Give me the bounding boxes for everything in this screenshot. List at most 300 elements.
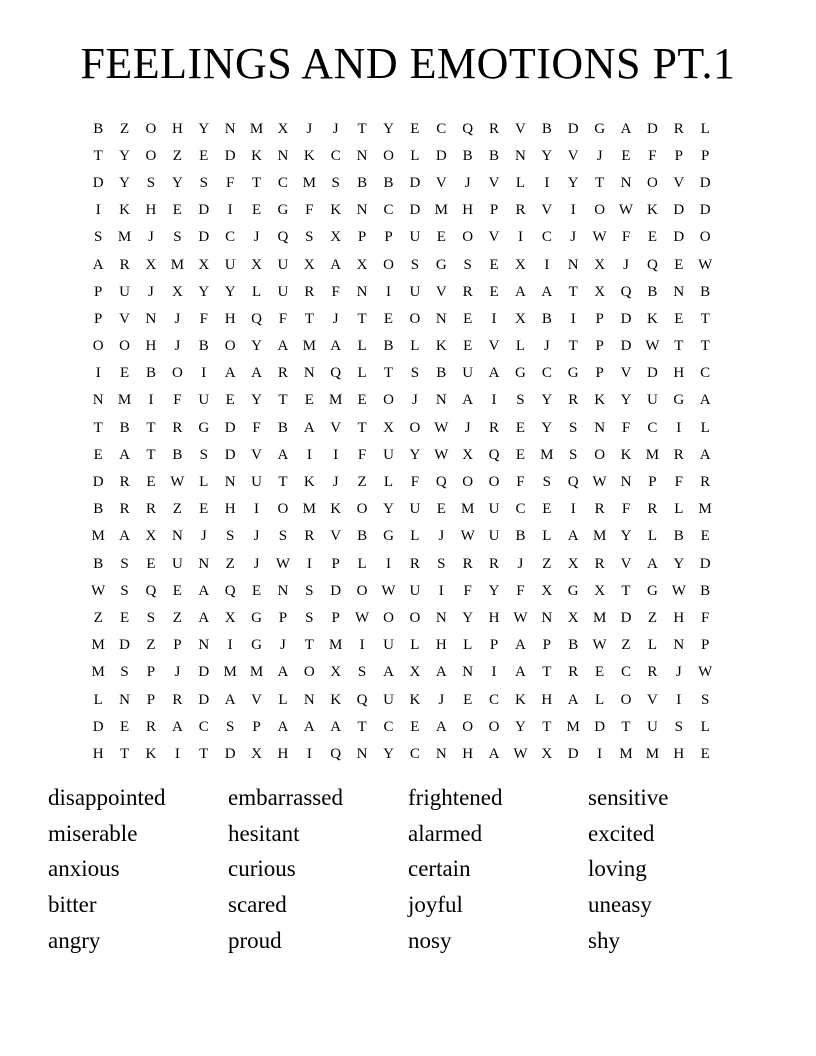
grid-letter: P: [278, 609, 288, 626]
grid-letter: I: [227, 637, 233, 654]
grid-letter: I: [544, 256, 550, 273]
grid-letter: K: [515, 691, 526, 708]
grid-letter: G: [673, 392, 685, 409]
grid-letter: L: [515, 338, 526, 355]
grid-letter: X: [330, 229, 342, 246]
grid-letter: M: [302, 338, 316, 355]
grid-letter: E: [489, 283, 499, 300]
grid-letter: Y: [541, 419, 553, 436]
grid-letter: U: [171, 555, 183, 572]
grid-letter: X: [277, 120, 289, 137]
grid-letter: T: [251, 174, 262, 191]
grid-letter: M: [249, 664, 264, 681]
grid-letter: Y: [383, 120, 394, 137]
grid-letter: Q: [356, 691, 368, 708]
grid-letter: T: [621, 718, 631, 735]
grid-letter: D: [646, 365, 658, 382]
grid-letter: J: [174, 664, 181, 681]
grid-letter: B: [172, 446, 183, 463]
grid-letter: C: [489, 691, 500, 708]
grid-letter: V: [488, 338, 500, 355]
grid-letter: Y: [383, 745, 394, 762]
grid-letter: E: [647, 229, 657, 246]
grid-letter: V: [488, 174, 500, 191]
grid-row: [85, 659, 718, 686]
grid-letter: I: [254, 501, 260, 518]
grid-letter: O: [409, 609, 421, 626]
grid-letter: P: [173, 637, 182, 654]
grid-letter: Y: [541, 392, 553, 409]
grid-letter: D: [594, 718, 606, 735]
grid-letter: Z: [225, 555, 235, 572]
grid-letter: O: [594, 202, 606, 219]
word-list-item: hesitant: [228, 820, 300, 846]
grid-letter: Y: [198, 283, 210, 300]
grid-letter: O: [277, 501, 289, 518]
grid-letter: U: [409, 283, 421, 300]
grid-letter: V: [119, 310, 130, 327]
grid-letter: I: [438, 582, 444, 599]
grid-letter: A: [620, 120, 632, 137]
grid-row: [85, 333, 718, 360]
grid-letter: I: [570, 202, 576, 219]
grid-letter: A: [435, 664, 447, 681]
word-list-item: scared: [228, 891, 287, 917]
grid-letter: Z: [357, 474, 367, 491]
grid-letter: R: [489, 555, 500, 572]
grid-letter: Y: [119, 147, 130, 164]
grid-letter: F: [516, 474, 525, 491]
grid-letter: K: [303, 147, 315, 164]
grid-letter: O: [488, 474, 500, 491]
grid-letter: H: [541, 691, 553, 708]
grid-letter: M: [91, 528, 105, 545]
grid-row: [85, 686, 718, 713]
grid-letter: V: [435, 174, 447, 191]
word-list-item: joyful: [408, 891, 463, 917]
grid-letter: A: [277, 664, 289, 681]
grid-letter: N: [620, 474, 632, 491]
grid-letter: L: [647, 528, 657, 545]
grid-letter: M: [302, 174, 316, 191]
grid-letter: D: [620, 338, 632, 355]
word-list-item: miserable: [48, 820, 138, 846]
grid-letter: F: [173, 392, 182, 409]
grid-letter: P: [331, 555, 340, 572]
letter-grid: [85, 115, 718, 768]
grid-letter: N: [356, 283, 368, 300]
grid-letter: M: [329, 637, 343, 654]
grid-letter: R: [673, 120, 684, 137]
grid-letter: K: [620, 446, 632, 463]
grid-letter: J: [332, 474, 339, 491]
grid-letter: T: [357, 310, 367, 327]
grid-letter: E: [172, 202, 182, 219]
grid-letter: F: [516, 582, 525, 599]
grid-letter: S: [701, 691, 710, 708]
grid-letter: Y: [383, 501, 394, 518]
grid-letter: A: [567, 528, 579, 545]
grid-letter: R: [145, 501, 156, 518]
grid-letter: H: [277, 745, 289, 762]
grid-letter: I: [570, 501, 576, 518]
grid-row: [85, 142, 718, 169]
grid-letter: M: [645, 446, 660, 463]
grid-letter: N: [515, 147, 526, 164]
grid-letter: P: [331, 609, 340, 626]
grid-letter: S: [120, 555, 129, 572]
word-list-item: loving: [588, 856, 647, 882]
grid-letter: I: [306, 446, 312, 463]
grid-letter: B: [93, 501, 104, 518]
grid-letter: S: [410, 365, 420, 382]
grid-letter: S: [225, 528, 235, 545]
grid-letter: S: [305, 229, 314, 246]
grid-letter: B: [462, 147, 473, 164]
grid-letter: O: [488, 718, 500, 735]
grid-letter: V: [673, 174, 685, 191]
grid-letter: B: [700, 283, 711, 300]
grid-letter: I: [544, 174, 550, 191]
grid-letter: T: [357, 419, 367, 436]
grid-letter: L: [410, 147, 420, 164]
grid-letter: V: [330, 419, 342, 436]
grid-letter: W: [513, 745, 528, 762]
grid-letter: X: [541, 582, 553, 599]
grid-letter: A: [488, 745, 500, 762]
grid-letter: J: [200, 528, 207, 545]
grid-letter: W: [513, 609, 528, 626]
grid-letter: F: [410, 474, 420, 491]
grid-letter: Q: [488, 446, 500, 463]
grid-letter: A: [198, 609, 210, 626]
grid-letter: A: [462, 392, 474, 409]
grid-letter: T: [278, 392, 288, 409]
grid-letter: W: [275, 555, 291, 572]
grid-letter: Y: [620, 528, 632, 545]
grid-row: [85, 414, 718, 441]
grid-letter: U: [119, 283, 130, 300]
grid-letter: X: [515, 256, 526, 273]
grid-letter: E: [700, 745, 710, 762]
grid-row: [85, 550, 718, 577]
grid-letter: E: [357, 392, 367, 409]
grid-letter: D: [198, 664, 210, 681]
grid-letter: Z: [93, 609, 103, 626]
grid-letter: H: [224, 310, 236, 327]
grid-letter: I: [385, 555, 391, 572]
grid-letter: L: [647, 637, 657, 654]
grid-letter: M: [91, 637, 105, 654]
grid-letter: S: [225, 718, 235, 735]
grid-letter: N: [277, 582, 289, 599]
grid-letter: N: [171, 528, 183, 545]
grid-letter: X: [198, 256, 210, 273]
grid-letter: U: [409, 229, 421, 246]
word-list-item: nosy: [408, 927, 452, 953]
grid-letter: O: [699, 229, 711, 246]
grid-letter: A: [541, 283, 553, 300]
grid-letter: D: [198, 691, 210, 708]
grid-letter: V: [435, 283, 447, 300]
grid-letter: D: [409, 174, 421, 191]
grid-letter: B: [119, 419, 130, 436]
grid-letter: A: [383, 664, 394, 681]
grid-letter: A: [567, 691, 579, 708]
grid-letter: A: [646, 555, 658, 572]
grid-letter: N: [673, 283, 685, 300]
grid-letter: N: [224, 120, 236, 137]
grid-letter: O: [356, 501, 368, 518]
grid-letter: O: [383, 392, 394, 409]
grid-letter: M: [645, 745, 660, 762]
grid-letter: I: [385, 283, 391, 300]
grid-letter: R: [172, 691, 183, 708]
grid-letter: G: [515, 365, 526, 382]
grid-letter: B: [383, 174, 394, 191]
grid-letter: A: [330, 338, 342, 355]
grid-letter: A: [277, 446, 289, 463]
grid-letter: N: [620, 174, 632, 191]
grid-letter: N: [277, 147, 289, 164]
grid-letter: B: [568, 637, 579, 654]
grid-letter: E: [463, 338, 473, 355]
grid-letter: L: [278, 691, 288, 708]
word-list-item: uneasy: [588, 891, 652, 917]
grid-letter: O: [594, 446, 606, 463]
grid-letter: D: [224, 419, 236, 436]
grid-letter: M: [592, 609, 607, 626]
grid-letter: L: [199, 474, 209, 491]
grid-letter: J: [464, 174, 471, 191]
grid-letter: Q: [620, 283, 632, 300]
grid-letter: Y: [515, 718, 526, 735]
word-list-item: excited: [588, 820, 655, 846]
grid-letter: E: [199, 147, 209, 164]
grid-letter: B: [277, 419, 288, 436]
grid-letter: J: [623, 256, 629, 273]
grid-letter: S: [146, 609, 156, 626]
grid-letter: K: [303, 474, 315, 491]
grid-letter: D: [92, 474, 104, 491]
grid-letter: A: [277, 338, 289, 355]
grid-letter: Z: [172, 609, 182, 626]
grid-letter: B: [541, 120, 552, 137]
grid-letter: Q: [251, 310, 262, 327]
grid-letter: I: [95, 202, 101, 219]
grid-row: [85, 169, 718, 196]
grid-letter: R: [700, 474, 711, 491]
grid-letter: D: [699, 555, 711, 572]
grid-letter: Y: [462, 609, 474, 626]
grid-letter: D: [620, 310, 632, 327]
grid-letter: K: [646, 202, 658, 219]
grid-letter: H: [435, 637, 447, 654]
grid-letter: N: [356, 202, 368, 219]
grid-letter: S: [120, 664, 129, 681]
grid-letter: H: [673, 745, 685, 762]
grid-letter: D: [673, 229, 685, 246]
grid-letter: T: [700, 338, 710, 355]
grid-letter: O: [92, 338, 104, 355]
grid-letter: H: [673, 365, 685, 382]
grid-row: [85, 468, 718, 495]
grid-letter: T: [357, 120, 367, 137]
grid-letter: I: [359, 637, 365, 654]
grid-letter: W: [170, 474, 185, 491]
grid-letter: P: [384, 229, 393, 246]
grid-letter: F: [357, 446, 367, 463]
grid-letter: Y: [171, 174, 183, 191]
grid-letter: R: [568, 392, 579, 409]
grid-letter: S: [331, 174, 340, 191]
grid-letter: R: [277, 365, 288, 382]
grid-letter: U: [646, 392, 658, 409]
grid-letter: J: [253, 229, 260, 246]
grid-letter: N: [435, 745, 447, 762]
grid-letter: J: [464, 419, 471, 436]
grid-letter: A: [224, 691, 236, 708]
grid-letter: U: [462, 365, 474, 382]
grid-letter: W: [618, 202, 634, 219]
grid-letter: I: [676, 419, 682, 436]
grid-letter: R: [119, 501, 130, 518]
grid-letter: N: [198, 555, 210, 572]
grid-letter: D: [673, 202, 685, 219]
grid-letter: I: [227, 202, 233, 219]
grid-letter: S: [516, 392, 525, 409]
grid-letter: I: [201, 365, 207, 382]
grid-row: [85, 278, 718, 305]
grid-letter: I: [174, 745, 180, 762]
grid-letter: O: [303, 664, 315, 681]
grid-letter: E: [410, 120, 420, 137]
grid-letter: Y: [488, 582, 500, 599]
word-list: [48, 780, 768, 958]
grid-letter: X: [224, 609, 236, 626]
grid-letter: B: [93, 555, 104, 572]
grid-letter: D: [620, 609, 632, 626]
grid-letter: W: [381, 582, 396, 599]
grid-letter: J: [306, 120, 313, 137]
word-list-item: sensitive: [588, 784, 669, 810]
word-list-item: frightened: [408, 784, 503, 810]
grid-letter: O: [145, 120, 157, 137]
grid-letter: N: [356, 745, 368, 762]
grid-letter: H: [92, 745, 104, 762]
grid-letter: R: [462, 283, 473, 300]
grid-letter: B: [357, 174, 368, 191]
grid-letter: E: [304, 392, 314, 409]
grid-letter: L: [542, 528, 552, 545]
grid-letter: I: [491, 310, 497, 327]
grid-letter: J: [332, 120, 339, 137]
grid-letter: E: [383, 310, 394, 327]
grid-letter: A: [699, 392, 711, 409]
grid-letter: S: [569, 446, 578, 463]
grid-letter: D: [198, 229, 210, 246]
grid-letter: T: [542, 664, 552, 681]
grid-letter: U: [277, 256, 289, 273]
grid-letter: B: [541, 310, 552, 327]
grid-row: [85, 360, 718, 387]
grid-letter: S: [357, 664, 367, 681]
grid-letter: F: [463, 582, 472, 599]
grid-row: [85, 251, 718, 278]
grid-letter: W: [698, 256, 713, 273]
grid-letter: L: [700, 419, 710, 436]
grid-letter: I: [306, 555, 312, 572]
grid-letter: M: [302, 501, 316, 518]
grid-letter: G: [646, 582, 658, 599]
grid-letter: M: [329, 392, 343, 409]
grid-letter: M: [698, 501, 712, 518]
grid-letter: J: [332, 310, 339, 327]
grid-letter: U: [409, 582, 421, 599]
grid-letter: G: [435, 256, 447, 273]
grid-letter: X: [515, 310, 526, 327]
grid-letter: O: [119, 338, 130, 355]
grid-letter: I: [333, 446, 339, 463]
grid-letter: N: [567, 256, 579, 273]
grid-letter: W: [698, 664, 713, 681]
grid-letter: Y: [620, 392, 632, 409]
grid-letter: U: [383, 691, 394, 708]
grid-row: [85, 523, 718, 550]
grid-letter: A: [224, 365, 236, 382]
grid-letter: C: [383, 718, 394, 735]
grid-letter: G: [198, 419, 210, 436]
grid-letter: E: [172, 582, 182, 599]
grid-letter: V: [515, 120, 526, 137]
grid-letter: S: [674, 718, 683, 735]
grid-letter: U: [383, 446, 394, 463]
grid-letter: E: [436, 229, 446, 246]
grid-letter: E: [674, 310, 684, 327]
grid-letter: E: [251, 202, 262, 219]
word-list-item: embarrassed: [228, 784, 343, 810]
grid-letter: C: [541, 365, 552, 382]
grid-letter: N: [435, 392, 447, 409]
grid-letter: P: [94, 310, 103, 327]
grid-letter: L: [410, 528, 420, 545]
grid-letter: P: [146, 664, 156, 681]
grid-letter: R: [647, 501, 658, 518]
grid-letter: W: [355, 609, 370, 626]
grid-letter: L: [357, 555, 367, 572]
grid-letter: E: [225, 392, 235, 409]
grid-letter: E: [199, 501, 209, 518]
grid-letter: W: [592, 637, 607, 654]
grid-letter: B: [198, 338, 209, 355]
grid-letter: C: [647, 419, 658, 436]
grid-letter: R: [515, 202, 526, 219]
grid-letter: I: [676, 691, 682, 708]
grid-letter: Q: [462, 120, 474, 137]
grid-letter: X: [383, 419, 394, 436]
grid-letter: U: [409, 501, 421, 518]
grid-letter: V: [541, 202, 553, 219]
grid-letter: O: [171, 365, 183, 382]
grid-letter: S: [542, 474, 551, 491]
grid-letter: H: [224, 501, 236, 518]
grid-row: [85, 604, 718, 631]
grid-letter: X: [251, 256, 262, 273]
grid-letter: X: [145, 256, 157, 273]
grid-letter: X: [303, 256, 315, 273]
grid-letter: X: [251, 745, 262, 762]
grid-letter: W: [434, 446, 449, 463]
